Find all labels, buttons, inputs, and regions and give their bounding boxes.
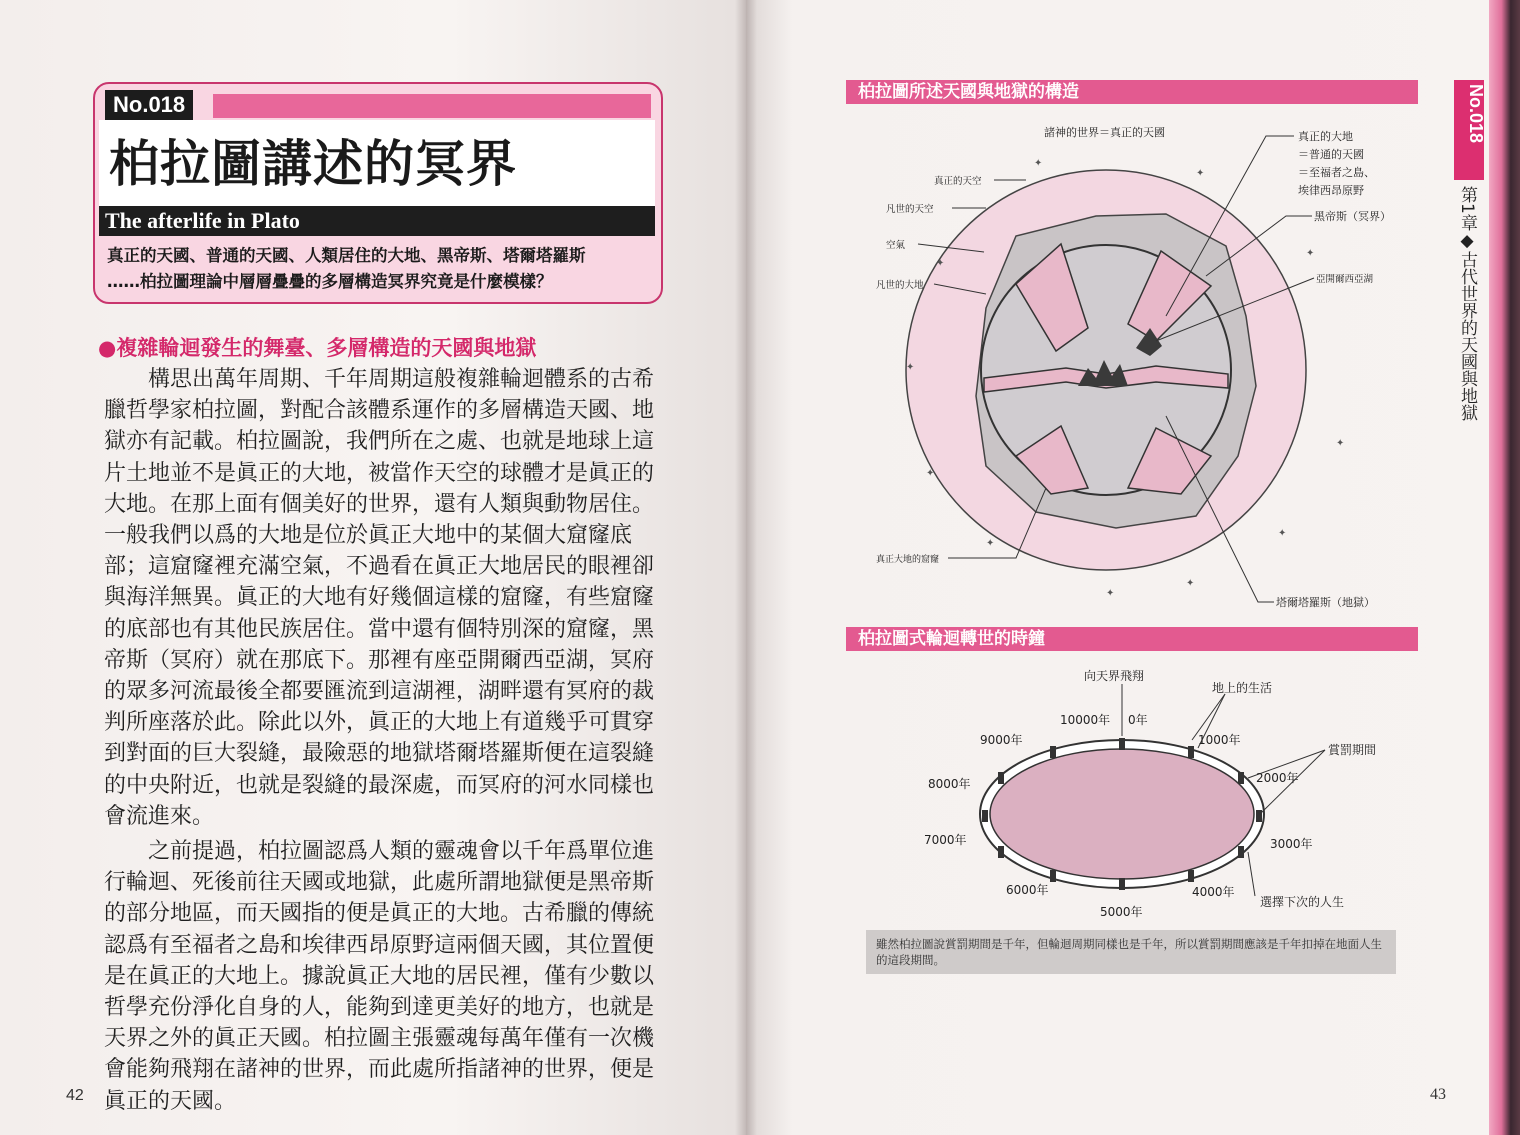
title-box: [93, 82, 659, 300]
svg-text:✦: ✦: [1336, 438, 1345, 449]
label-6000: 6000年: [1006, 883, 1049, 897]
svg-text:✦: ✦: [986, 538, 995, 549]
heaven-hell-structure-diagram: [866, 116, 1406, 616]
entry-number: No.018: [105, 90, 193, 120]
label-punishment: 賞罰期間: [1328, 743, 1377, 757]
side-entry-number: No.018: [1466, 84, 1486, 144]
svg-text:✦: ✦: [1196, 168, 1205, 179]
reincarnation-clock-diagram: [880, 664, 1400, 934]
paragraph-1: 構思出萬年周期、千年周期這般複雜輪迴體系的古希臘哲學家柏拉圖，對配合該體系運作的多層構造天國、地獄亦有記載。柏拉圖說，我們所在之處、也就是地球上這片土地並不是眞正的大地，被當作天空的球體才是眞正的大地。在那上面有個美好的世界，還有人類與動物居住。一般我們以爲的大地是位於眞正大地中的某個大窟窿底部；這窟窿裡充滿空氣，不過看在眞正大地居民的眼裡卻與海洋無異。眞正的大地有好幾個這樣的窟窿，有些窟窿的底部也有其他民族居住。當中還有個特別深的窟窿，黑帝斯（冥府）就在那底下。那裡有座亞開爾西亞湖，冥府的眾多河流最後全都要匯流到這湖裡，湖畔還有冥府的裁判所座落於此。除此以外，眞正的大地上有道幾乎可貫穿到對面的巨大裂縫，最險惡的地獄塔爾塔羅斯便在這裂縫的中央附近，也就是裂縫的最深處，而冥府的河水同樣也會流進來。: [104, 367, 655, 829]
diagram2-heading-bar: [846, 627, 1418, 651]
label-8000: 8000年: [928, 777, 971, 791]
page-title: 柏拉圖講述的冥界: [109, 135, 517, 193]
label-acherusia: 亞開爾西亞湖: [1316, 274, 1374, 285]
label-hollow: 真正大地的窟窿: [876, 555, 940, 565]
lead-line-2: ……柏拉圖理論中層層疊疊的多層構造冥界究竟是什麼模樣？: [107, 272, 553, 291]
title-pink-band: [213, 94, 651, 118]
page-edge-strip: [1489, 0, 1520, 1135]
label-0: 0年: [1128, 713, 1148, 727]
label-9000: 9000年: [980, 733, 1023, 747]
diagram2-heading: 柏拉圖式輪迴轉世的時鐘: [858, 629, 1045, 649]
diagram1-heading: 柏拉圖所述天國與地獄的構造: [858, 82, 1079, 102]
label-7000: 7000年: [924, 833, 967, 847]
svg-text:✦: ✦: [1034, 158, 1043, 169]
page-number-right: 43: [1430, 1086, 1446, 1103]
title-panel: [93, 82, 663, 304]
svg-text:✦: ✦: [1106, 588, 1115, 599]
label-fly-heaven: 向天界飛翔: [1084, 669, 1145, 683]
caption-box: [866, 930, 1396, 974]
label-choose-life: 選擇下次的人生: [1260, 895, 1345, 909]
left-page: [0, 0, 746, 1135]
label-air: 空氣: [886, 240, 906, 251]
svg-text:✦: ✦: [906, 362, 915, 373]
svg-text:✦: ✦: [926, 468, 935, 479]
diagram1-heading-bar: [846, 80, 1418, 104]
label-2000: 2000年: [1256, 771, 1299, 785]
label-true-earth-2: ＝普通的天國: [1298, 148, 1364, 161]
label-mortal-sky: 凡世的天空: [886, 204, 934, 215]
label-4000: 4000年: [1192, 885, 1235, 899]
label-mortal-earth: 凡世的大地: [876, 280, 924, 291]
side-chapter-prefix: 第1章: [1457, 186, 1477, 231]
svg-text:✦: ✦: [1278, 528, 1287, 539]
label-hades: 黑帝斯（冥界）: [1314, 210, 1391, 223]
diamond-icon: ◆: [1457, 230, 1477, 251]
paragraph-2: 之前提過，柏拉圖認爲人類的靈魂會以千年爲單位進行輪迴、死後前往天國或地獄，此處所謂地獄便是黑帝斯的部分地區，而天國指的便是眞正的大地。古希臘的傳統認爲有至福者之島和埃律西昂原野這兩個天國，其位置便是在眞正的大地上。據說眞正大地的居民裡，僅有少數以哲學充份淨化自身的人，能夠到達更美好的地方，也就是天界之外的眞正天國。柏拉圖主張靈魂每萬年僅有一次機會能夠飛翔在諸神的世界，而此處所指諸神的世界，便是眞正的天國。: [104, 839, 655, 1114]
label-gods-world: 諸神的世界＝真正的天國: [1044, 126, 1165, 139]
svg-text:✦: ✦: [1186, 578, 1195, 589]
label-10000: 10000年: [1060, 713, 1111, 727]
label-tartarus: 塔爾塔羅斯（地獄）: [1276, 596, 1375, 609]
label-true-earth-3: ＝至福者之島、: [1298, 166, 1375, 179]
caption-text: 雖然柏拉圖說賞罰期間是千年，但輪迴周期同樣也是千年，所以賞罰期間應該是千年扣掉在地面人生的這段期間。: [876, 937, 1382, 967]
label-earthly-life: 地上的生活: [1212, 681, 1273, 695]
book-gutter: [735, 0, 757, 1135]
page-number-left: 42: [66, 1087, 84, 1104]
label-true-sky: 真正的天空: [934, 176, 982, 187]
body-text: [104, 364, 669, 1117]
svg-text:✦: ✦: [936, 258, 945, 269]
side-chapter-title: 古代世界的天國與地獄: [1457, 250, 1477, 421]
clock-face: [990, 749, 1254, 879]
label-3000: 3000年: [1270, 837, 1313, 851]
label-5000: 5000年: [1100, 905, 1143, 919]
label-true-earth-1: 真正的大地: [1298, 130, 1353, 143]
label-1000: 1000年: [1198, 733, 1241, 747]
svg-text:✦: ✦: [1306, 248, 1315, 259]
english-title: The afterlife in Plato: [105, 208, 300, 233]
lead-line-1: 真正的天國、普通的天國、人類居住的大地、黑帝斯、塔爾塔羅斯: [107, 246, 586, 265]
label-true-earth-4: 埃律西昂原野: [1298, 184, 1364, 197]
section-heading: ●複雜輪迴發生的舞臺、多層構造的天國與地獄: [98, 336, 537, 360]
side-chapter-label: [1455, 186, 1480, 421]
